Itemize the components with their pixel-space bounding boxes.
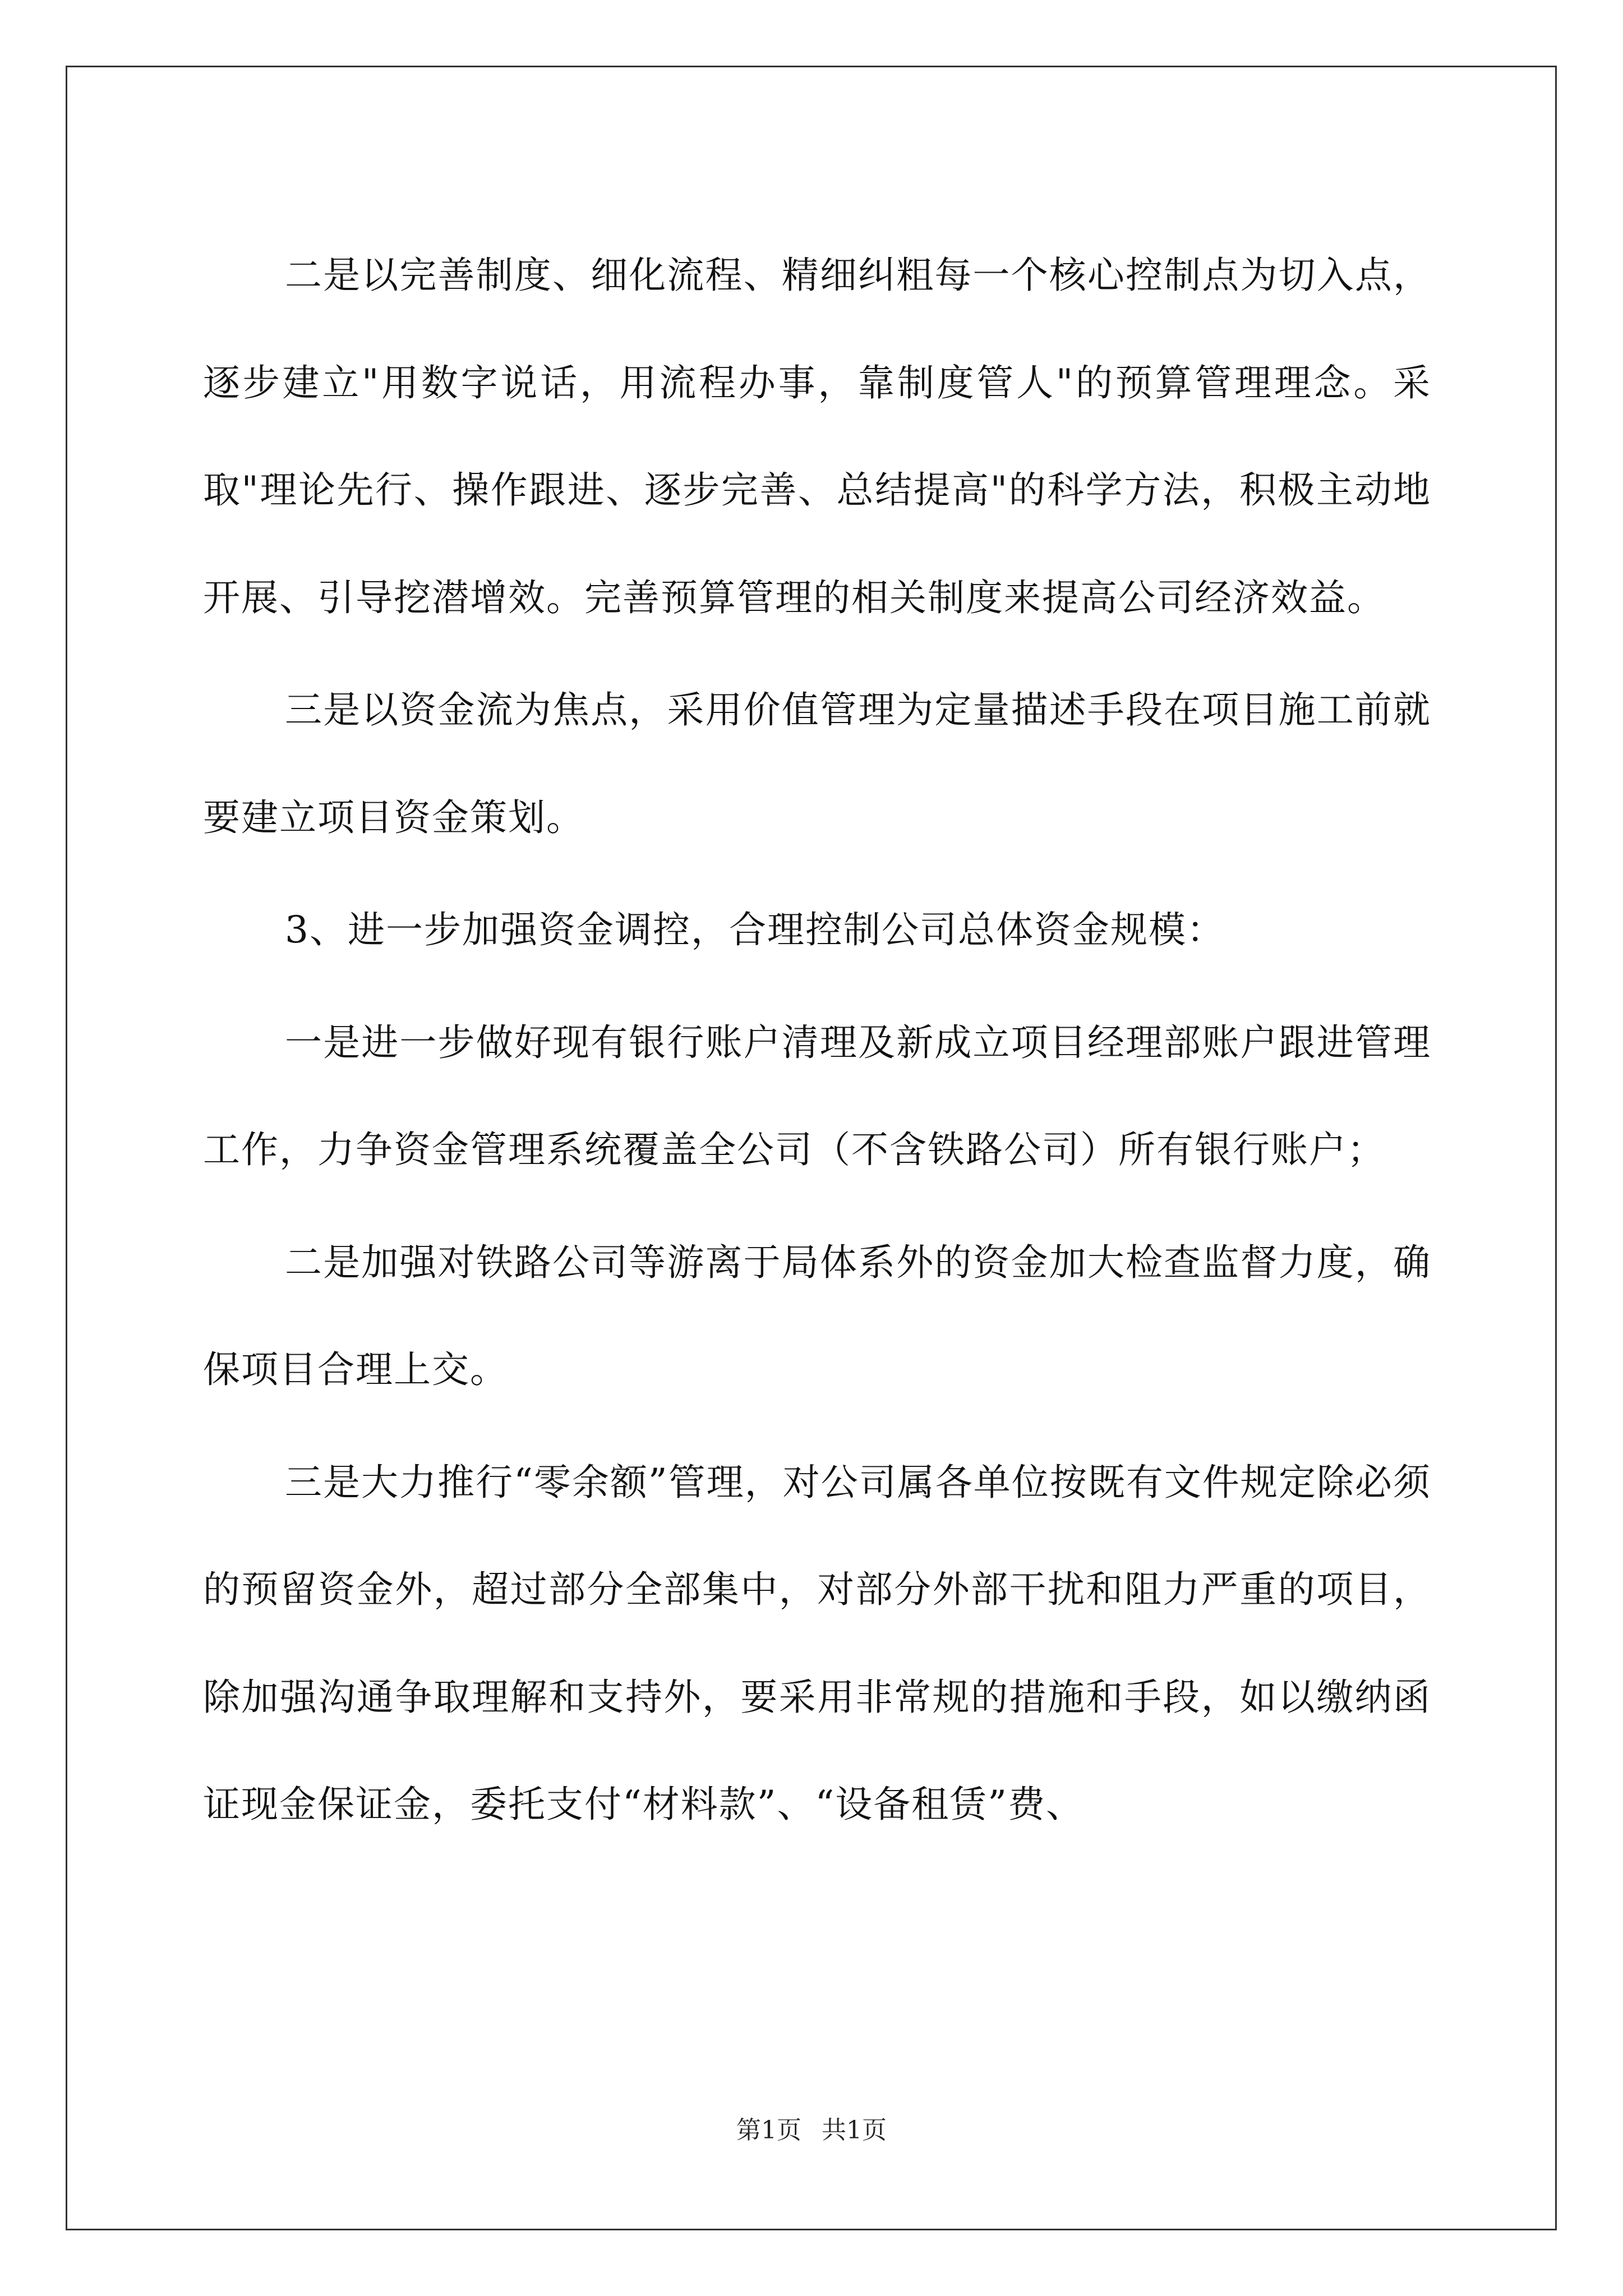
page-total: 共1页 bbox=[822, 2116, 887, 2145]
paragraph: 一是进一步做好现有银行账户清理及新成立项目经理部账户跟进管理工作，力争资金管理系统覆盖全公司（不含铁路公司）所有银行账户； bbox=[203, 1020, 1431, 1171]
paragraph: 三是以资金流为焦点，采用价值管理为定量描述手段在项目施工前就要建立项目资金策划。 bbox=[203, 688, 1431, 839]
page-footer bbox=[0, 2115, 1623, 2146]
paragraph: 三是大力推行“零余额”管理，对公司属各单位按既有文件规定除必须的预留资金外，超过部分全部集中，对部分外部干扰和阻力严重的项目，除加强沟通争取理解和支持外，要采用非常规的措施和手段，如以缴纳函证现金保证金，委托支付“材料款”、“设备租赁”费、 bbox=[203, 1460, 1431, 1826]
paragraph: 3、进一步加强资金调控，合理控制公司总体资金规模： bbox=[285, 908, 1225, 951]
paragraph: 二是以完善制度、细化流程、精细纠粗每一个核心控制点为切入点， 逐步建立"用数字说话，用流程办事，靠制度管人"的预算管理理念。采取"理论先行、操作跟进、逐步完善、总结提高"的科学方法，积极主动地开展、引导挖潜增效。完善预算管理的相关制度来提高公司经济效益。 bbox=[203, 254, 1457, 619]
paragraph: 二是加强对铁路公司等游离于局体系外的资金加大检查监督力度，确保项目合理上交。 bbox=[203, 1240, 1431, 1391]
document-body bbox=[203, 222, 1457, 1864]
page-number: 第1页 bbox=[736, 2116, 801, 2145]
